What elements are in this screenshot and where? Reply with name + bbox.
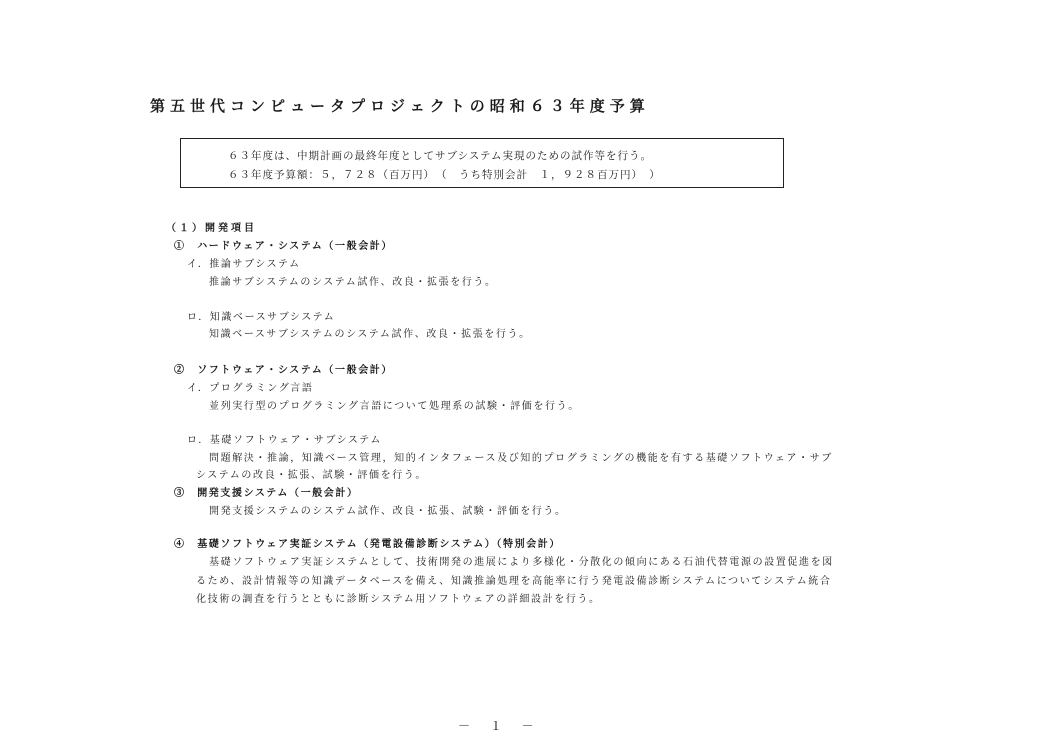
item-1b-heading: ロ．知識ベースサブシステム	[187, 312, 336, 323]
item-2b-body-line-2: システムの改良・拡張、試験・評価を行う。	[196, 470, 427, 481]
item-2b-heading: ロ．基礎ソフトウェア・サブシステム	[187, 435, 382, 446]
summary-line-1: ６３年度は、中期計画の最終年度としてサブシステム実現のための試作等を行う。	[228, 150, 653, 162]
item-1a-heading: イ．推論サブシステム	[187, 259, 301, 270]
item-2-heading: ② ソフトウェア・システム（一般会計）	[174, 365, 393, 376]
page-number: － １ －	[458, 719, 542, 733]
item-4-body-line-1: 基礎ソフトウェア実証システムとして、技術開発の進展により多様化・分散化の傾向にある石油代替電源の設置促進を図	[209, 557, 834, 568]
item-4-heading: ④ 基礎ソフトウェア実証システム（発電設備診断システム）（特別会計）	[174, 539, 561, 550]
item-3-body: 開発支援システムのシステム試作、改良・拡張、試験・評価を行う。	[209, 506, 567, 517]
item-3-heading: ③ 開発支援システム（一般会計）	[174, 488, 359, 499]
item-2a-body: 並列実行型のプログラミング言語について処理系の試験・評価を行う。	[209, 401, 580, 412]
item-2a-heading: イ．プログラミング言語	[187, 383, 314, 394]
item-2b-body-line-1: 問題解決・推論，知識ベース管理，知的インタフェース及び知的プログラミングの機能を有する基礎ソフトウェア・サブ	[209, 453, 833, 464]
section-heading: （１）開発項目	[166, 223, 257, 234]
item-4-body-line-2: るため、設計情報等の知識データベースを備え、知識推論処理を高能率に行う発電設備診断システムについてシステム統合	[196, 576, 832, 587]
item-1-heading: ① ハードウェア・システム（一般会計）	[174, 241, 393, 252]
summary-box	[180, 138, 784, 188]
item-1a-body: 推論サブシステムのシステム試作、改良・拡張を行う。	[209, 277, 497, 288]
item-1b-body: 知識ベースサブシステムのシステム試作、改良・拡張を行う。	[209, 329, 531, 340]
summary-line-2: ６３年度予算額：５，７２８（百万円） （ うち特別会計 １，９２８百万円） ）	[228, 169, 661, 181]
item-4-body-line-3: 化技術の調査を行うとともに診断システム用ソフトウェアの詳細設計を行う。	[196, 594, 601, 605]
page-title: 第五世代コンピュータプロジェクトの昭和６３年度予算	[150, 97, 650, 115]
